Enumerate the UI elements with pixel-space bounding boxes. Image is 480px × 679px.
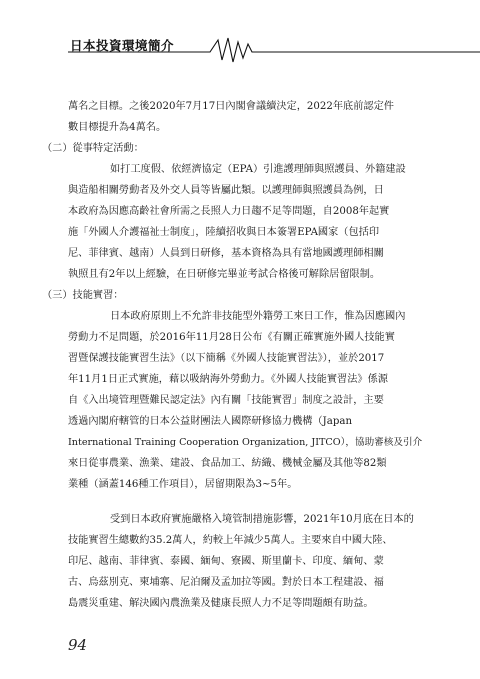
text-line: 執照且有2年以上經驗，在日研修完畢並考試合格後可解除居留限制。 bbox=[68, 269, 381, 280]
text-line: 古、烏茲別克、柬埔寨、尼泊爾及孟加拉等國。對於日本工程建設、福 bbox=[68, 577, 384, 588]
text-line: International Training Cooperation Organization, JITCO），協助審核及引介 bbox=[68, 437, 423, 448]
page-header bbox=[0, 0, 480, 66]
section-heading: （二）從事特定活動： bbox=[42, 143, 144, 154]
intro-paragraph bbox=[68, 96, 433, 138]
text-line: 自《入出境管理暨難民認定法》內有關「技能實習」制度之設計，主要 bbox=[68, 395, 384, 406]
text-line: 如打工度假、依經濟協定（EPA）引進護理師與照護員、外籍建設 bbox=[110, 164, 406, 175]
text-line: 施「外國人介護福祉士制度」，陸續招收與日本簽署EPA國家（包括印 bbox=[68, 227, 380, 238]
text-line: 勞動力不足問題，於2016年11月28日公布《有關正確實施外國人技能實 bbox=[68, 332, 395, 343]
text-line: 萬名之目標。之後2020年7月17日內閣會議續決定，2022年底前認定件 bbox=[68, 101, 394, 112]
text-line: 受到日本政府實施嚴格入境管制措施影響，2021年10月底在日本的 bbox=[110, 514, 414, 525]
text-line: 透過內閣府轄管的日本公益財團法人國際研修協力機構（Japan bbox=[68, 416, 352, 427]
page-number: 94 bbox=[68, 636, 88, 654]
header-heartbeat-rule bbox=[0, 0, 480, 66]
text-line: 年11月1日正式實施，藉以吸納海外勞動力。《外國人技能實習法》係源 bbox=[68, 374, 388, 385]
paragraph-gap bbox=[68, 495, 433, 509]
text-line: 來日從事農業、漁業、建設、食品加工、紡織、機械金屬及其他等82類 bbox=[68, 458, 387, 469]
text-line: 習暨保護技能實習生法》（以下簡稱《外國人技能實習法》），並於2017 bbox=[68, 353, 385, 364]
section-heading: （三）技能實習： bbox=[42, 290, 124, 301]
text-line: 尼、菲律賓、越南）人員到日研修，基本資格為具有當地國護理師相關 bbox=[68, 248, 384, 259]
text-line: 本政府為因應高齡社會所需之長照人力日趨不足等問題，自2008年起實 bbox=[68, 206, 390, 217]
text-line: 與造船相關勞動者及外交人員等皆屬此類。以護理師與照護員為例，日 bbox=[68, 185, 384, 196]
text-line: 技能實習生總數約35.2萬人，約較上年減少5萬人。主要來自中國大陸、 bbox=[68, 535, 393, 546]
text-line: 數目標提升為4萬名。 bbox=[68, 122, 167, 133]
page-body bbox=[42, 96, 433, 614]
text-line: 日本政府原則上不允許非技能型外籍勞工來日工作，惟為因應國內 bbox=[110, 311, 406, 322]
text-line: 印尼、越南、菲律賓、泰國、緬甸、寮國、斯里蘭卡、印度、緬甸、蒙 bbox=[68, 556, 384, 567]
text-line: 業種（涵蓋146種工作項目），居留期限為3~5年。 bbox=[68, 479, 298, 490]
header-title: 日本投資環境簡介 bbox=[70, 38, 175, 53]
text-line: 島震災重建、解決國內農漁業及健康長照人力不足等問題頗有助益。 bbox=[68, 598, 374, 609]
section-2 bbox=[42, 138, 433, 285]
section-3 bbox=[42, 285, 433, 614]
